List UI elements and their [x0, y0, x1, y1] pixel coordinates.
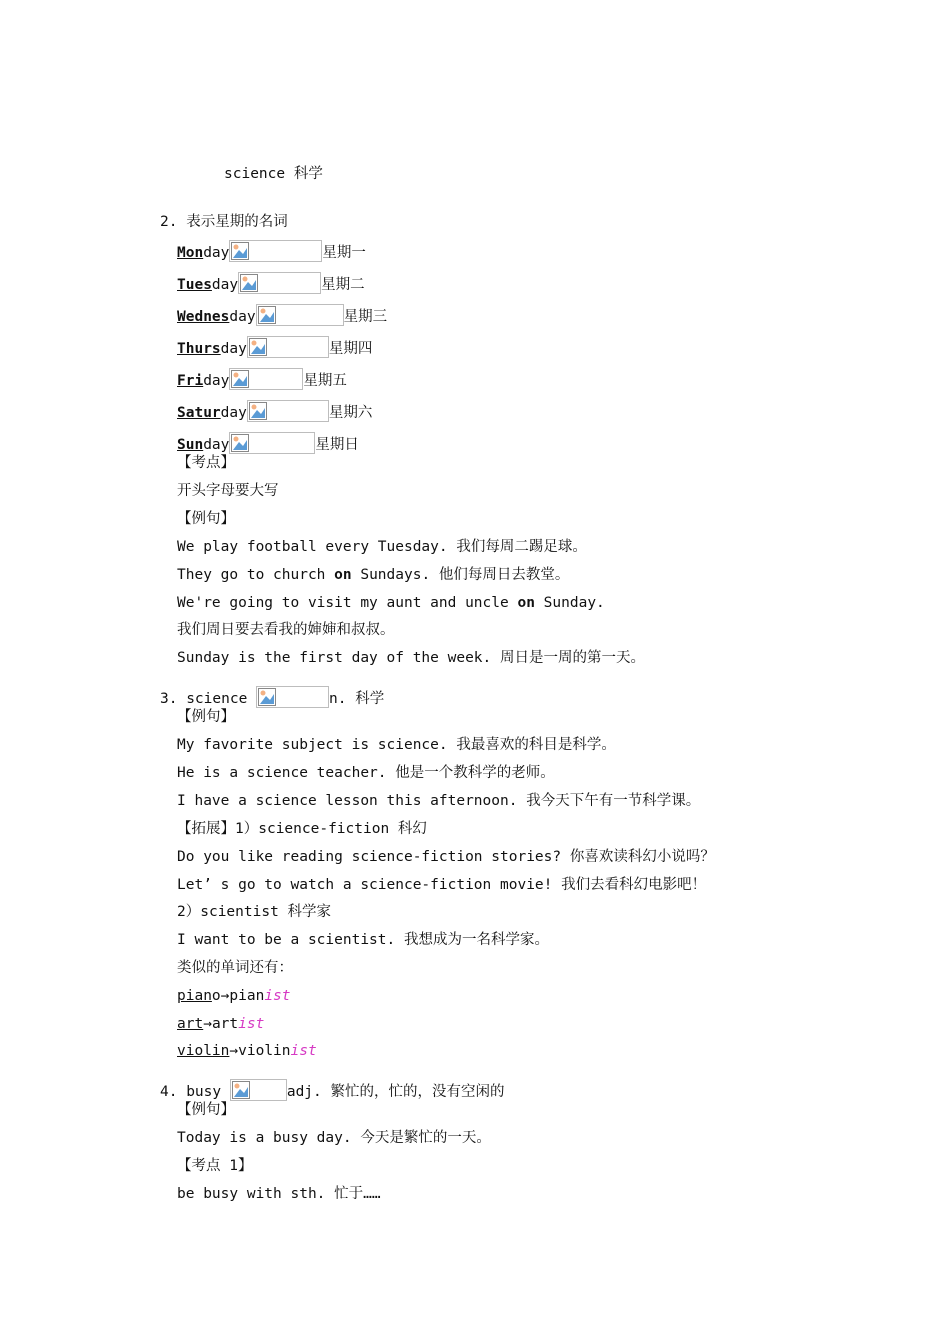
- heading-word: 3. science: [160, 691, 257, 707]
- day-stem: Fri: [177, 373, 204, 389]
- day-chinese: 星期日: [315, 437, 359, 453]
- day-row-thursday: [177, 336, 372, 359]
- day-chinese: 星期五: [303, 373, 347, 389]
- heading-meaning: n. 科学: [329, 691, 385, 707]
- base-word: art: [177, 1016, 204, 1032]
- derived-suffix: ist: [238, 1016, 265, 1032]
- section-4-heading: [160, 1079, 505, 1102]
- example-sentence: My favorite subject is science. 我最喜欢的科目是科学。: [177, 737, 616, 753]
- day-suffix: day: [203, 245, 230, 261]
- broken-image-icon: [258, 306, 276, 324]
- broken-image-icon: [249, 402, 267, 420]
- section-2-heading: 2. 表示星期的名词: [160, 214, 288, 230]
- day-stem: Thurs: [177, 341, 221, 357]
- day-stem: Wednes: [177, 309, 230, 325]
- day-row-tuesday: [177, 272, 365, 295]
- derived-stem: art: [211, 1016, 239, 1032]
- heading-word: 4. busy: [160, 1084, 230, 1100]
- day-stem: Mon: [177, 245, 204, 261]
- derived-suffix: ist: [290, 1043, 317, 1059]
- sentence-part: Sunday.: [534, 595, 605, 611]
- highlight-word: on: [334, 567, 352, 583]
- day-suffix: day: [220, 405, 247, 421]
- day-stem: Satur: [177, 405, 221, 421]
- broken-image-icon: [231, 434, 249, 452]
- arrow-icon: →: [229, 1043, 239, 1059]
- audio-image-placeholder[interactable]: [256, 686, 329, 708]
- audio-image-placeholder[interactable]: [256, 304, 344, 326]
- heading-meaning: adj. 繁忙的，忙的，没有空闲的: [286, 1084, 505, 1100]
- kaodian-label: 【考点】: [177, 455, 235, 471]
- liju-label: 【例句】: [177, 1102, 235, 1118]
- day-row-friday: [177, 368, 347, 391]
- example-sentence: Today is a busy day. 今天是繁忙的一天。: [177, 1130, 491, 1146]
- similar-words-label: 类似的单词还有：: [177, 960, 293, 976]
- day-chinese: 星期二: [321, 277, 365, 293]
- derived-stem: violin: [238, 1043, 291, 1059]
- tuozhan-sub: 2）scientist 科学家: [177, 904, 332, 920]
- sentence-part: They go to church: [177, 567, 335, 583]
- base-word: pian: [177, 988, 212, 1004]
- day-stem: Tues: [177, 277, 212, 293]
- arrow-icon: →: [220, 988, 230, 1004]
- sentence-part: Sundays. 他们每周日去教堂。: [351, 567, 570, 583]
- sentence-part: We're going to visit my aunt and uncle: [177, 595, 518, 611]
- broken-image-icon: [231, 370, 249, 388]
- broken-image-icon: [249, 338, 267, 356]
- example-sentence: be busy with sth. 忙于……: [177, 1186, 381, 1202]
- audio-image-placeholder[interactable]: [229, 368, 303, 390]
- tuozhan-line: 【拓展】1）science-fiction 科幻: [177, 821, 427, 837]
- audio-image-placeholder[interactable]: [230, 1079, 287, 1101]
- broken-image-icon: [240, 274, 258, 292]
- audio-image-placeholder[interactable]: [247, 400, 329, 422]
- day-row-sunday: [177, 432, 359, 455]
- example-sentence: I want to be a scientist. 我想成为一名科学家。: [177, 932, 549, 948]
- word-derivation-row: [177, 1014, 264, 1034]
- example-sentence: We play football every Tuesday. 我们每周二踢足球。: [177, 539, 587, 555]
- audio-image-placeholder[interactable]: [247, 336, 329, 358]
- base-word: violin: [177, 1043, 230, 1059]
- day-chinese: 星期六: [328, 405, 373, 421]
- arrow-icon: →: [203, 1016, 212, 1032]
- broken-image-icon: [231, 242, 249, 260]
- day-chinese: 星期三: [343, 309, 388, 325]
- liju-label: 【例句】: [177, 709, 235, 725]
- highlight-word: on: [517, 595, 535, 611]
- example-sentence: He is a science teacher. 他是一个教科学的老师。: [177, 765, 555, 781]
- day-suffix: day: [203, 373, 230, 389]
- day-suffix: day: [211, 277, 239, 293]
- day-suffix: day: [220, 341, 247, 357]
- broken-image-icon: [232, 1081, 250, 1099]
- example-sentence: Do you like reading science-fiction stories? 你喜欢读科幻小说吗？: [177, 849, 715, 865]
- word-derivation-row: [177, 986, 291, 1006]
- word-derivation-row: [177, 1041, 317, 1061]
- example-sentence: [177, 593, 605, 613]
- day-chinese: 星期一: [322, 245, 366, 261]
- kaodian-label: 【考点 1】: [177, 1158, 253, 1174]
- audio-image-placeholder[interactable]: [229, 240, 322, 262]
- base-tail: o: [211, 988, 221, 1004]
- liju-label: 【例句】: [177, 511, 235, 527]
- header-line: science 科学: [224, 166, 323, 182]
- day-chinese: 星期四: [328, 341, 373, 357]
- day-row-wednesday: [177, 304, 387, 327]
- example-sentence: [177, 565, 569, 585]
- derived-suffix: ist: [264, 988, 291, 1004]
- example-sentence: Sunday is the first day of the week. 周日是一周的第一天。: [177, 650, 645, 666]
- day-row-saturday: [177, 400, 372, 423]
- section-3-heading: [160, 686, 384, 709]
- day-row-monday: [177, 240, 366, 263]
- broken-image-icon: [258, 688, 276, 706]
- example-translation: 我们周日要去看我的婶婶和叔叔。: [177, 622, 395, 638]
- day-suffix: day: [203, 437, 230, 453]
- example-sentence: I have a science lesson this afternoon. 我今天下午有一节科学课。: [177, 793, 701, 809]
- day-stem: Sun: [177, 437, 204, 453]
- audio-image-placeholder[interactable]: [229, 432, 315, 454]
- audio-image-placeholder[interactable]: [238, 272, 321, 294]
- example-sentence: Let’ s go to watch a science-fiction movie! 我们去看科幻电影吧！: [177, 877, 707, 893]
- derived-stem: pian: [229, 988, 265, 1004]
- kaodian-text: 开头字母要大写: [177, 483, 279, 499]
- day-suffix: day: [229, 309, 256, 325]
